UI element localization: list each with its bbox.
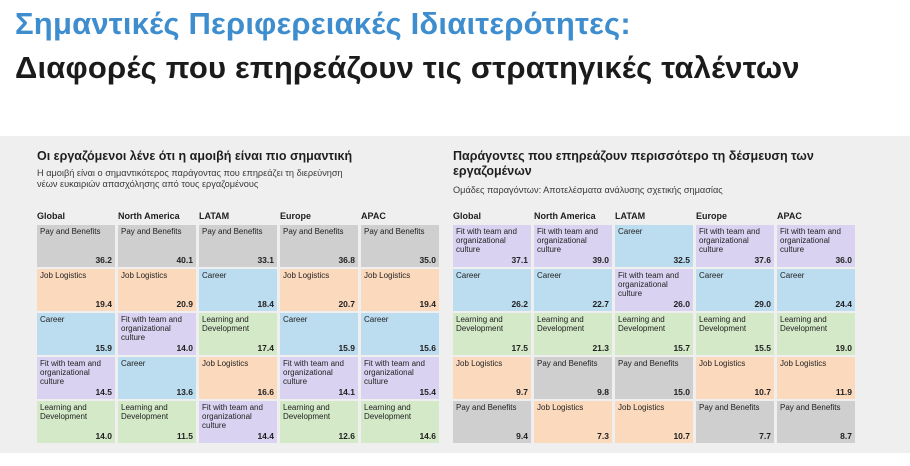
factor-label: Fit with team and organizational culture: [283, 359, 344, 386]
factor-cell: [361, 357, 439, 399]
factor-label: Learning and Development: [537, 315, 585, 333]
factor-label: Fit with team and organizational culture: [699, 227, 760, 254]
factor-cell: [118, 269, 196, 311]
factor-value: 19.0: [835, 343, 852, 353]
factor-label: Pay and Benefits: [537, 359, 598, 368]
factor-label: Career: [699, 271, 724, 280]
column-header-apac: APAC: [777, 211, 802, 221]
factor-label: Learning and Development: [283, 403, 331, 421]
factor-label: Job Logistics: [618, 403, 665, 412]
factor-label: Learning and Development: [202, 315, 250, 333]
factor-label: Job Logistics: [537, 403, 584, 412]
factor-label: Pay and Benefits: [364, 227, 425, 236]
factor-cell: [777, 313, 855, 355]
factor-label: Pay and Benefits: [121, 227, 182, 236]
factor-cell: [118, 313, 196, 355]
left-section-title: Οι εργαζόμενοι λένε ότι η αμοιβή είναι πιο σημαντική: [37, 149, 353, 163]
factor-value: 21.3: [592, 343, 609, 353]
factor-value: 7.3: [597, 431, 609, 441]
factor-cell: [696, 269, 774, 311]
factor-value: 16.6: [257, 387, 274, 397]
factor-label: Pay and Benefits: [699, 403, 760, 412]
factor-label: Fit with team and organizational culture: [780, 227, 841, 254]
column-header-apac: APAC: [361, 211, 386, 221]
factor-value: 17.4: [257, 343, 274, 353]
factor-label: Pay and Benefits: [202, 227, 263, 236]
factor-cell: [777, 357, 855, 399]
column-header-north-america: North America: [534, 211, 596, 221]
factor-label: Career: [283, 315, 308, 324]
factor-cell: [199, 225, 277, 267]
factor-value: 9.8: [597, 387, 609, 397]
left-subtitle-line2: νέων ευκαιριών απασχόλησης από τους εργαζομένους: [37, 179, 259, 189]
column-header-global: Global: [453, 211, 482, 221]
factor-label: Learning and Development: [618, 315, 666, 333]
factor-label: Learning and Development: [364, 403, 412, 421]
factor-value: 32.5: [673, 255, 690, 265]
factor-label: Fit with team and organizational culture: [456, 227, 517, 254]
factor-cell: [280, 401, 358, 443]
factor-label: Pay and Benefits: [40, 227, 101, 236]
factor-value: 15.7: [673, 343, 690, 353]
factor-cell: [280, 313, 358, 355]
factor-value: 13.6: [176, 387, 193, 397]
column-header-global: Global: [37, 211, 66, 221]
factor-cell: [615, 269, 693, 311]
factor-cell: [534, 269, 612, 311]
factor-value: 12.6: [338, 431, 355, 441]
left-subtitle-line1: Η αμοιβή είναι ο σημαντικότερος παράγοντας που επηρεάζει τη διερεύνηση: [37, 168, 343, 178]
factor-value: 7.7: [759, 431, 771, 441]
factor-value: 14.0: [176, 343, 193, 353]
factor-label: Job Logistics: [699, 359, 746, 368]
factor-label: Job Logistics: [780, 359, 827, 368]
factor-label: Learning and Development: [40, 403, 88, 421]
left-section-header: [37, 149, 437, 190]
column-header-latam: LATAM: [199, 211, 230, 221]
factor-value: 29.0: [754, 299, 771, 309]
factor-label: Job Logistics: [364, 271, 411, 280]
factor-value: 35.0: [419, 255, 436, 265]
factor-value: 14.5: [95, 387, 112, 397]
factor-value: 33.1: [257, 255, 274, 265]
factor-value: 15.4: [419, 387, 436, 397]
factor-cell: [361, 313, 439, 355]
factor-cell: [199, 357, 277, 399]
factor-value: 9.4: [516, 431, 528, 441]
factor-value: 14.0: [95, 431, 112, 441]
factor-value: 40.1: [176, 255, 193, 265]
factor-cell: [199, 313, 277, 355]
factor-label: Job Logistics: [283, 271, 330, 280]
factor-value: 8.7: [840, 431, 852, 441]
factor-value: 19.4: [95, 299, 112, 309]
factor-value: 15.6: [419, 343, 436, 353]
column-header-latam: LATAM: [615, 211, 646, 221]
factor-label: Pay and Benefits: [618, 359, 679, 368]
factor-value: 14.4: [257, 431, 274, 441]
factor-cell: [199, 401, 277, 443]
column-header-europe: Europe: [280, 211, 312, 221]
factor-cell: [199, 269, 277, 311]
factor-label: Career: [618, 227, 643, 236]
factor-cell: [37, 357, 115, 399]
factor-label: Fit with team and organizational culture: [537, 227, 598, 254]
factor-value: 24.4: [835, 299, 852, 309]
factor-cell: [361, 225, 439, 267]
page-subtitle: Διαφορές που επηρεάζουν τις στρατηγικές ταλέντων: [15, 50, 800, 85]
factor-cell: [534, 313, 612, 355]
left-ranking-grid: [37, 210, 439, 443]
factor-label: Fit with team and organizational culture: [202, 403, 263, 430]
factor-label: Career: [202, 271, 227, 280]
factor-cell: [37, 401, 115, 443]
right-ranking-grid: [453, 210, 855, 443]
factor-cell: [696, 313, 774, 355]
factor-value: 15.0: [673, 387, 690, 397]
factor-cell: [615, 401, 693, 443]
factor-label: Job Logistics: [121, 271, 168, 280]
column-header-europe: Europe: [696, 211, 728, 221]
factor-cell: [361, 269, 439, 311]
factor-value: 11.5: [176, 431, 193, 441]
factor-cell: [453, 401, 531, 443]
factor-value: 19.4: [419, 299, 436, 309]
factor-value: 14.1: [338, 387, 355, 397]
factor-value: 18.4: [257, 299, 274, 309]
factor-cell: [280, 357, 358, 399]
factor-label: Job Logistics: [202, 359, 249, 368]
factor-cell: [696, 401, 774, 443]
factor-value: 15.5: [754, 343, 771, 353]
factor-value: 36.8: [338, 255, 355, 265]
factor-label: Career: [40, 315, 65, 324]
factor-label: Fit with team and organizational culture: [618, 271, 679, 298]
factor-value: 22.7: [592, 299, 609, 309]
factor-value: 11.9: [835, 387, 852, 397]
right-section-header: [453, 149, 873, 196]
factor-value: 17.5: [511, 343, 528, 353]
factor-value: 15.9: [338, 343, 355, 353]
factor-cell: [615, 357, 693, 399]
page-footer-space: [0, 453, 910, 466]
factor-cell: [534, 401, 612, 443]
factor-cell: [534, 225, 612, 267]
factor-label: Fit with team and organizational culture: [121, 315, 182, 342]
factor-value: 36.2: [95, 255, 112, 265]
left-section-subtitle: [37, 168, 437, 190]
factor-cell: [696, 357, 774, 399]
factor-label: Learning and Development: [699, 315, 747, 333]
factor-label: Job Logistics: [40, 271, 87, 280]
factor-cell: [777, 225, 855, 267]
factor-label: Pay and Benefits: [780, 403, 841, 412]
factor-label: Learning and Development: [456, 315, 504, 333]
factor-value: 37.6: [754, 255, 771, 265]
right-title-line1: Παράγοντες που επηρεάζουν περισσότερο τη δέσμευση των: [453, 149, 814, 163]
factor-value: 20.7: [338, 299, 355, 309]
factor-value: 14.6: [419, 431, 436, 441]
right-section-subtitle: Ομάδες παραγόντων: Αποτελέσματα ανάλυσης σχετικής σημασίας: [453, 185, 723, 195]
factor-cell: [534, 357, 612, 399]
factor-label: Pay and Benefits: [456, 403, 517, 412]
factor-label: Career: [121, 359, 146, 368]
factor-cell: [777, 401, 855, 443]
factor-cell: [453, 269, 531, 311]
factor-value: 39.0: [592, 255, 609, 265]
right-section-title: [453, 149, 873, 179]
factor-value: 26.0: [673, 299, 690, 309]
factor-cell: [118, 225, 196, 267]
factor-label: Career: [364, 315, 389, 324]
factor-value: 10.7: [754, 387, 771, 397]
factor-cell: [777, 269, 855, 311]
factor-value: 15.9: [95, 343, 112, 353]
factor-label: Learning and Development: [121, 403, 169, 421]
factor-label: Fit with team and organizational culture: [40, 359, 101, 386]
factor-label: Career: [780, 271, 805, 280]
page-title: Σημαντικές Περιφερειακές Ιδιαιτερότητες:: [15, 6, 631, 41]
factor-value: 10.7: [673, 431, 690, 441]
factor-cell: [453, 357, 531, 399]
factor-label: Learning and Development: [780, 315, 828, 333]
factor-cell: [453, 313, 531, 355]
factor-label: Career: [456, 271, 481, 280]
factor-value: 26.2: [511, 299, 528, 309]
factor-label: Pay and Benefits: [283, 227, 344, 236]
factor-cell: [453, 225, 531, 267]
factor-value: 20.9: [176, 299, 193, 309]
factor-value: 9.7: [516, 387, 528, 397]
factor-value: 36.0: [835, 255, 852, 265]
factor-cell: [615, 225, 693, 267]
factor-cell: [37, 313, 115, 355]
factor-label: Job Logistics: [456, 359, 503, 368]
factor-label: Career: [537, 271, 562, 280]
factor-cell: [37, 225, 115, 267]
column-header-north-america: North America: [118, 211, 180, 221]
factor-label: Fit with team and organizational culture: [364, 359, 425, 386]
factor-value: 37.1: [511, 255, 528, 265]
factor-cell: [118, 357, 196, 399]
factor-cell: [696, 225, 774, 267]
factor-cell: [280, 269, 358, 311]
factor-cell: [118, 401, 196, 443]
factor-cell: [361, 401, 439, 443]
right-title-line2: εργαζομένων: [453, 164, 532, 178]
factor-cell: [615, 313, 693, 355]
factor-cell: [37, 269, 115, 311]
factor-cell: [280, 225, 358, 267]
